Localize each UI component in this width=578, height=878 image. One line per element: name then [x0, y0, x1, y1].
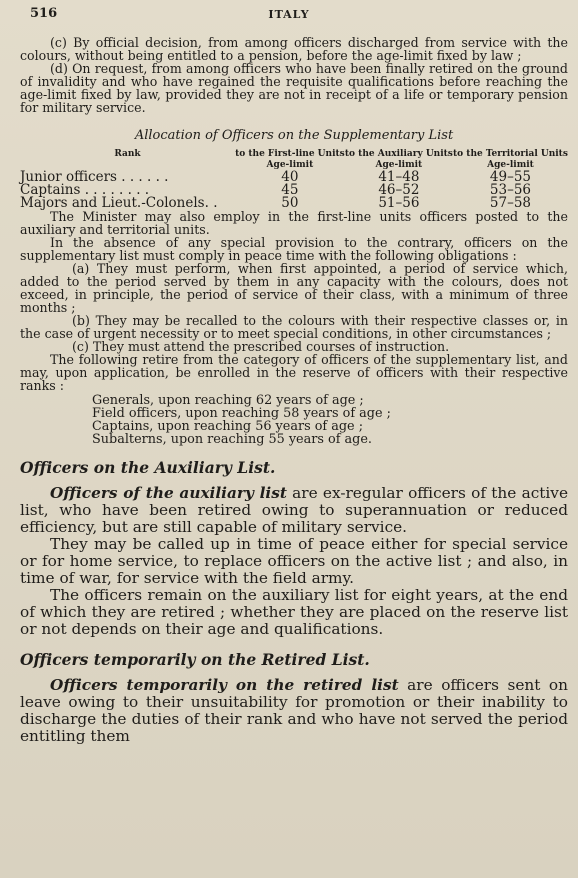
section-heading-temporarily-retired: Officers temporarily on the Retired List. [20, 650, 370, 669]
paragraph-retire: The following retire from the category of officers of the supplementary list, and may, upon application, be enrolled in the reserve of officers with their respective ranks : [20, 352, 568, 393]
list-item: Subalterns, upon reaching 55 years of age. [92, 432, 372, 447]
auxiliary-age-cell: 46–52 [378, 182, 420, 198]
page-body [20, 36, 568, 745]
emphasis-term: Officers temporarily on the retired list [50, 676, 399, 694]
page-header-title: ITALY [268, 8, 310, 21]
first-line-age-cell: 45 [281, 182, 299, 198]
auxiliary-age-cell: 41–48 [378, 169, 420, 185]
column-subheader-first-line: Age-limit [266, 160, 314, 170]
retirement-age-list [92, 394, 568, 446]
allocation-table-title: Allocation of Officers on the Supplementary List [134, 128, 454, 143]
paragraph-absence: In the absence of any special provision to the contrary, officers on the supplementary list must comply in peace time with the following obligations : [20, 235, 568, 263]
rank-cell: Junior officers . . . . . . [20, 169, 169, 185]
territorial-age-cell: 49–55 [489, 169, 532, 185]
column-subheader-territorial: Age-limit [487, 160, 534, 170]
paragraph-temporarily-retired [20, 677, 568, 745]
column-header-territorial: to the Territorial Units [453, 149, 568, 159]
section-heading-auxiliary: Officers on the Auxiliary List. [20, 458, 276, 477]
obligation-a: (a) They must perform, when first appointed, a period of service which, added to the period served by them in any capacity with the colours, does not exceed, in principle, the period of service of their class, with a minimum of three months ; [20, 261, 568, 315]
territorial-age-cell: 53–56 [489, 182, 532, 198]
obligation-b: (b) They may be recalled to the colours with their respective classes or, in the case of urgent necessity or to meet special conditions, in other circumstances ; [20, 313, 568, 341]
list-item: Captains, upon reaching 56 years of age ; [92, 419, 364, 434]
paragraph-auxiliary-definition [20, 485, 568, 536]
column-header-rank: Rank [114, 149, 141, 159]
paragraph-text: are ex-regular officers of the active list, who have been retired owing to superannuation or reduced efficiency, but are still capable of military service. [20, 484, 568, 536]
emphasis-term: Officers of the auxiliary list [50, 484, 287, 502]
paragraph-auxiliary-duration: The officers remain on the auxiliary list for eight years, at the end of which they are retired ; whether they are placed on the reserve list or not depends on their age and qualifications. [20, 586, 568, 638]
column-header-first-line: to the First-line Units [235, 149, 345, 159]
allocation-table [20, 149, 568, 210]
paragraph-d: (d) On request, from among officers who have been finally retired on the ground of invalidity and who have regained the requisite qualifications before reaching the age-limit fixed by law, provided they are not in receipt of a life or temporary pension for military service. [20, 61, 568, 115]
column-header-auxiliary: to the Auxiliary Units [344, 149, 453, 159]
first-line-age-cell: 40 [281, 169, 299, 185]
running-head [0, 6, 578, 26]
first-line-age-cell: 50 [281, 195, 299, 211]
paragraph-auxiliary-callup: They may be called up in time of peace either for special service or for home service, to replace officers on the active list ; and also, in time of war, for service with the field army. [20, 535, 568, 587]
paragraph-c: (c) By official decision, from among officers discharged from service with the colours, without being entitled to a pension, before the age-limit fixed by law ; [20, 35, 568, 63]
list-item: Generals, upon reaching 62 years of age ; [92, 393, 364, 408]
allocation-header-row [20, 149, 568, 160]
auxiliary-age-cell: 51–56 [378, 195, 420, 211]
column-subheader-auxiliary: Age-limit [375, 160, 423, 170]
page-number: 516 [30, 6, 58, 21]
list-item: Field officers, upon reaching 58 years of age ; [92, 406, 391, 421]
paragraph-text: are officers sent on leave owing to their unsuitability for promotion or their inability to discharge the duties of their rank and who have not served the period entitling them [20, 676, 568, 745]
paragraph-minister: The Minister may also employ in the first-line units officers posted to the auxiliary and territorial units. [20, 209, 568, 237]
rank-cell: Captains . . . . . . . . [20, 182, 150, 198]
rank-cell: Majors and Lieut.-Colonels. . [20, 195, 218, 211]
obligation-c: (c) They must attend the prescribed courses of instruction. [72, 339, 450, 354]
territorial-age-cell: 57–58 [489, 195, 532, 211]
